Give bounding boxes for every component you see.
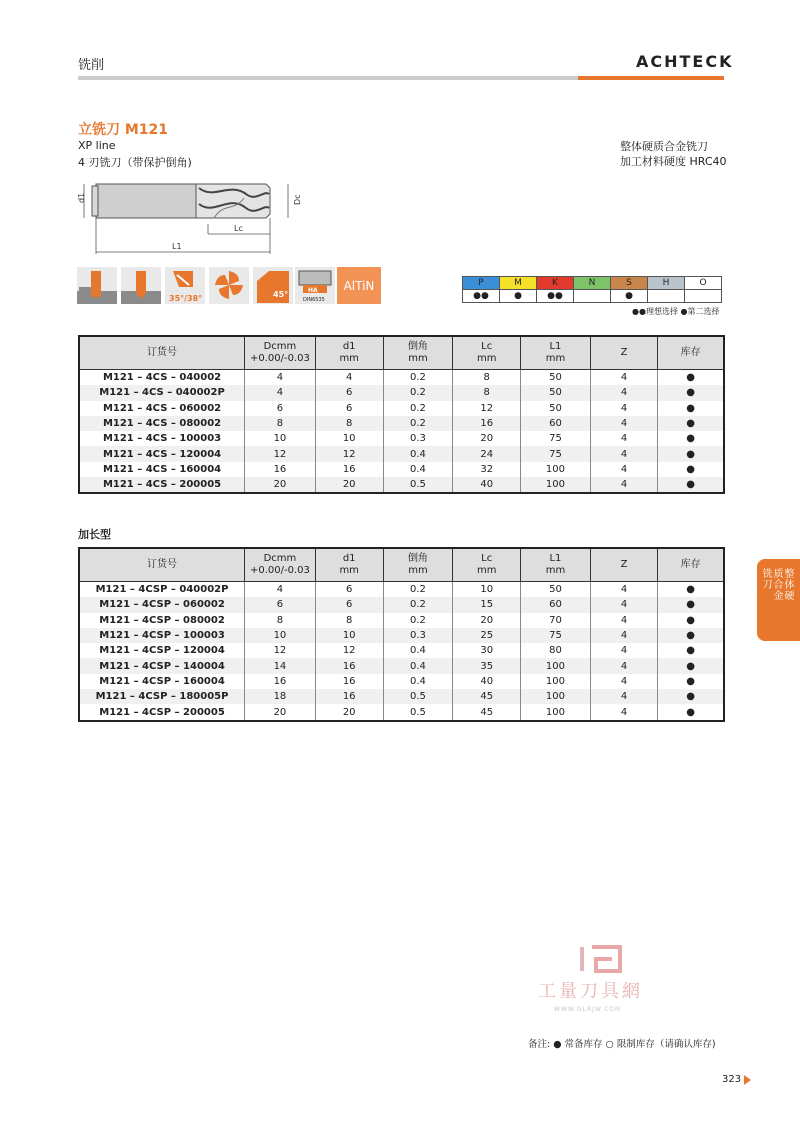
cell-code: M121 – 4CSP – 180005P xyxy=(79,689,245,704)
cell-dc: 8 xyxy=(245,613,316,628)
cell-code: M121 – 4CS – 100003 xyxy=(79,431,245,446)
header-l1-line1: L1 xyxy=(549,341,562,352)
material-rating-s: ● xyxy=(611,290,648,303)
cell-dc: 12 xyxy=(245,643,316,658)
cell-stock: ● xyxy=(658,385,724,400)
cell-lc: 8 xyxy=(453,385,521,400)
cell-lc: 32 xyxy=(453,462,521,477)
cell-d1: 12 xyxy=(315,446,383,461)
header-lc-line2: mm xyxy=(476,353,497,364)
header-dcmm xyxy=(245,548,316,582)
cell-dc: 4 xyxy=(245,582,316,598)
cell-lc: 12 xyxy=(453,401,521,416)
cell-dc: 20 xyxy=(245,704,316,720)
cell-code: M121 – 4CSP – 040002P xyxy=(79,582,245,598)
cell-chamfer: 0.2 xyxy=(383,401,453,416)
header-chamfer-line2: mm xyxy=(408,565,428,576)
cell-lc: 45 xyxy=(453,689,521,704)
cell-l1: 50 xyxy=(521,401,591,416)
cell-code: M121 – 4CSP – 100003 xyxy=(79,628,245,643)
header-d1-line2: mm xyxy=(339,353,359,364)
helix-angle-label: 35°/38° xyxy=(169,294,203,303)
cell-stock: ● xyxy=(658,370,724,386)
cell-lc: 45 xyxy=(453,704,521,720)
table-row xyxy=(79,462,724,477)
material-rating-h xyxy=(648,290,685,303)
table-row xyxy=(79,401,724,416)
shank-icon xyxy=(295,267,335,304)
cell-z: 4 xyxy=(590,689,657,704)
cell-stock: ● xyxy=(658,431,724,446)
cell-l1: 60 xyxy=(521,597,591,612)
cell-chamfer: 0.3 xyxy=(383,431,453,446)
cell-code: M121 – 4CSP – 060002 xyxy=(79,597,245,612)
cell-code: M121 – 4CSP – 080002 xyxy=(79,613,245,628)
header-lc-line1: Lc xyxy=(481,341,493,352)
cell-z: 4 xyxy=(590,416,657,431)
cell-dc: 6 xyxy=(245,401,316,416)
slotting-icon xyxy=(77,267,117,304)
cell-stock: ● xyxy=(658,597,724,612)
header-chamfer xyxy=(383,548,453,582)
product-desc-line1: 整体硬质合金铣刀 xyxy=(620,140,708,153)
header-z: Z xyxy=(590,548,657,582)
cell-stock: ● xyxy=(658,416,724,431)
cell-d1: 8 xyxy=(315,416,383,431)
cell-lc: 8 xyxy=(453,370,521,386)
header-chamfer xyxy=(383,336,453,370)
cell-chamfer: 0.2 xyxy=(383,385,453,400)
material-rating-m: ● xyxy=(500,290,537,303)
cell-z: 4 xyxy=(590,401,657,416)
material-codes-row xyxy=(463,277,722,290)
cell-code: M121 – 4CS – 160004 xyxy=(79,462,245,477)
header-rule-accent xyxy=(578,76,724,80)
cell-dc: 16 xyxy=(245,674,316,689)
cell-code: M121 – 4CS – 060002 xyxy=(79,401,245,416)
extended-table-body xyxy=(79,582,724,721)
cell-chamfer: 0.5 xyxy=(383,704,453,720)
standard-spec-table xyxy=(78,335,725,494)
material-code-h: H xyxy=(648,277,685,290)
header-l1-line2: mm xyxy=(545,565,566,576)
extended-spec-table xyxy=(78,547,725,722)
header-dcmm-line1: Dcmm xyxy=(263,341,297,352)
header-chamfer-line2: mm xyxy=(408,353,428,364)
cell-dc: 16 xyxy=(245,462,316,477)
cell-chamfer: 0.3 xyxy=(383,628,453,643)
cell-l1: 100 xyxy=(521,689,591,704)
cell-chamfer: 0.2 xyxy=(383,613,453,628)
table-row xyxy=(79,704,724,720)
header-l1 xyxy=(521,336,591,370)
cell-z: 4 xyxy=(590,658,657,673)
cell-lc: 16 xyxy=(453,416,521,431)
cell-dc: 10 xyxy=(245,628,316,643)
material-code-m: M xyxy=(500,277,537,290)
material-rating-o xyxy=(685,290,722,303)
cell-chamfer: 0.4 xyxy=(383,462,453,477)
table-row xyxy=(79,370,724,386)
cell-l1: 100 xyxy=(521,674,591,689)
header-code: 订货号 xyxy=(79,336,245,370)
table-row xyxy=(79,416,724,431)
cell-lc: 20 xyxy=(453,613,521,628)
cell-l1: 50 xyxy=(521,370,591,386)
header-rule xyxy=(78,76,578,80)
cell-z: 4 xyxy=(590,477,657,493)
cell-chamfer: 0.5 xyxy=(383,689,453,704)
cell-d1: 4 xyxy=(315,370,383,386)
cell-d1: 16 xyxy=(315,689,383,704)
table-row xyxy=(79,582,724,598)
header-d1-line1: d1 xyxy=(342,341,356,352)
material-rating-n xyxy=(574,290,611,303)
cell-z: 4 xyxy=(590,597,657,612)
header-dcmm-line1: Dcmm xyxy=(263,553,297,564)
header-lc xyxy=(453,548,521,582)
material-legend: ●●理想选择 ●第二选择 xyxy=(632,307,720,316)
table-row xyxy=(79,385,724,400)
page-number: 323 xyxy=(722,1074,742,1085)
cell-l1: 75 xyxy=(521,431,591,446)
cell-stock: ● xyxy=(658,704,724,720)
cell-stock: ● xyxy=(658,658,724,673)
cell-dc: 12 xyxy=(245,446,316,461)
cell-z: 4 xyxy=(590,628,657,643)
product-title: 立铣刀 M121 xyxy=(78,122,169,138)
cell-l1: 60 xyxy=(521,416,591,431)
cell-z: 4 xyxy=(590,704,657,720)
cell-lc: 25 xyxy=(453,628,521,643)
material-code-s: S xyxy=(611,277,648,290)
cell-stock: ● xyxy=(658,582,724,598)
cell-l1: 100 xyxy=(521,658,591,673)
header-code: 订货号 xyxy=(79,548,245,582)
header-d1 xyxy=(315,336,383,370)
shank-standard-label: DIN6535 xyxy=(303,297,325,303)
standard-table-body xyxy=(79,370,724,494)
material-code-n: N xyxy=(574,277,611,290)
lc-label: Lc xyxy=(234,224,243,233)
cell-z: 4 xyxy=(590,674,657,689)
product-desc-line2: 加工材料硬度 HRC40 xyxy=(620,155,727,168)
cell-d1: 6 xyxy=(315,582,383,598)
cell-code: M121 – 4CSP – 120004 xyxy=(79,643,245,658)
header-l1 xyxy=(521,548,591,582)
product-line: XP line xyxy=(78,139,116,152)
cell-lc: 24 xyxy=(453,446,521,461)
cell-chamfer: 0.2 xyxy=(383,416,453,431)
material-rating-k: ●● xyxy=(537,290,574,303)
side-tab-text-2: 质合金 xyxy=(773,569,784,602)
cell-code: M121 – 4CSP – 200005 xyxy=(79,704,245,720)
stock-footnote: 备注: ● 常备库存 ○ 限制库存（请确认库存) xyxy=(528,1039,716,1050)
cell-l1: 100 xyxy=(521,462,591,477)
cell-z: 4 xyxy=(590,643,657,658)
four-flute-icon xyxy=(209,267,249,304)
cell-stock: ● xyxy=(658,689,724,704)
cell-stock: ● xyxy=(658,628,724,643)
cell-chamfer: 0.2 xyxy=(383,597,453,612)
cell-stock: ● xyxy=(658,446,724,461)
cell-d1: 16 xyxy=(315,658,383,673)
cell-d1: 8 xyxy=(315,613,383,628)
cell-chamfer: 0.5 xyxy=(383,477,453,493)
cell-l1: 75 xyxy=(521,628,591,643)
cell-d1: 10 xyxy=(315,431,383,446)
cell-stock: ● xyxy=(658,674,724,689)
cell-dc: 14 xyxy=(245,658,316,673)
table-row xyxy=(79,658,724,673)
cell-stock: ● xyxy=(658,477,724,493)
cell-dc: 6 xyxy=(245,597,316,612)
cell-d1: 16 xyxy=(315,674,383,689)
brand-logo: ACHTECK xyxy=(636,52,734,71)
next-page-arrow-icon[interactable] xyxy=(744,1075,751,1085)
header-lc xyxy=(453,336,521,370)
cell-code: M121 – 4CS – 200005 xyxy=(79,477,245,493)
cell-lc: 30 xyxy=(453,643,521,658)
extended-section-label: 加长型 xyxy=(78,528,111,541)
cell-dc: 4 xyxy=(245,385,316,400)
cell-stock: ● xyxy=(658,613,724,628)
cell-lc: 40 xyxy=(453,477,521,493)
material-code-p: P xyxy=(463,277,500,290)
header-stock: 库存 xyxy=(658,336,724,370)
table-row xyxy=(79,597,724,612)
cell-code: M121 – 4CS – 040002P xyxy=(79,385,245,400)
cell-code: M121 – 4CS – 040002 xyxy=(79,370,245,386)
table-row xyxy=(79,613,724,628)
cell-d1: 16 xyxy=(315,462,383,477)
cell-stock: ● xyxy=(658,462,724,477)
product-variant: 4 刃铣刀（带保护倒角) xyxy=(78,156,192,169)
plunging-icon xyxy=(121,267,161,304)
watermark-url: WWW.GLRJW.COM xyxy=(554,1006,622,1013)
cell-z: 4 xyxy=(590,613,657,628)
material-code-o: O xyxy=(685,277,722,290)
header-lc-line2: mm xyxy=(476,565,497,576)
cell-z: 4 xyxy=(590,431,657,446)
cell-d1: 20 xyxy=(315,704,383,720)
cell-z: 4 xyxy=(590,370,657,386)
material-group-table xyxy=(462,276,722,303)
cell-z: 4 xyxy=(590,582,657,598)
cell-l1: 100 xyxy=(521,477,591,493)
cell-l1: 70 xyxy=(521,613,591,628)
section-title: 铣削 xyxy=(78,58,105,73)
header-lc-line1: Lc xyxy=(481,553,493,564)
cell-stock: ● xyxy=(658,643,724,658)
material-ratings-row xyxy=(463,290,722,303)
table-row xyxy=(79,477,724,493)
cell-code: M121 – 4CSP – 160004 xyxy=(79,674,245,689)
cell-dc: 20 xyxy=(245,477,316,493)
cell-chamfer: 0.2 xyxy=(383,582,453,598)
header-l1-line1: L1 xyxy=(549,553,562,564)
table-row xyxy=(79,689,724,704)
cell-d1: 12 xyxy=(315,643,383,658)
header-l1-line2: mm xyxy=(545,353,566,364)
cell-l1: 50 xyxy=(521,582,591,598)
dc-label: Dc xyxy=(293,194,302,205)
cell-d1: 10 xyxy=(315,628,383,643)
shank-type-label: HA xyxy=(308,287,318,294)
cell-chamfer: 0.4 xyxy=(383,643,453,658)
product-description xyxy=(620,139,727,169)
table-row xyxy=(79,674,724,689)
header-chamfer-line1: 倒角 xyxy=(407,553,428,564)
helix-angle-icon xyxy=(165,267,205,304)
header-z: Z xyxy=(590,336,657,370)
side-chapter-tab[interactable] xyxy=(757,559,800,641)
cell-lc: 20 xyxy=(453,431,521,446)
cell-chamfer: 0.4 xyxy=(383,674,453,689)
side-tab-text-1: 整体硬 xyxy=(784,569,795,602)
header-dcmm xyxy=(245,336,316,370)
cell-chamfer: 0.4 xyxy=(383,446,453,461)
d1-label: d1 xyxy=(77,192,86,203)
cell-dc: 18 xyxy=(245,689,316,704)
cell-stock: ● xyxy=(658,401,724,416)
cell-code: M121 – 4CS – 080002 xyxy=(79,416,245,431)
chamfer-angle-label: 45° xyxy=(273,290,289,299)
material-rating-p: ●● xyxy=(463,290,500,303)
header-stock: 库存 xyxy=(658,548,724,582)
l1-label: L1 xyxy=(172,242,182,251)
cell-d1: 6 xyxy=(315,385,383,400)
table-row xyxy=(79,643,724,658)
cell-z: 4 xyxy=(590,462,657,477)
cell-d1: 6 xyxy=(315,401,383,416)
header-d1-line2: mm xyxy=(339,565,359,576)
header-dcmm-line2: +0.00/-0.03 xyxy=(249,353,310,364)
cell-code: M121 – 4CS – 120004 xyxy=(79,446,245,461)
table-header-row xyxy=(79,548,724,582)
coating-badge: AlTiN xyxy=(337,267,381,304)
cell-l1: 75 xyxy=(521,446,591,461)
cell-d1: 6 xyxy=(315,597,383,612)
table-row xyxy=(79,431,724,446)
chamfer-icon xyxy=(253,267,293,304)
cell-l1: 100 xyxy=(521,704,591,720)
cell-lc: 35 xyxy=(453,658,521,673)
cell-dc: 8 xyxy=(245,416,316,431)
tool-drawing xyxy=(74,172,314,262)
watermark-text: 工量刀具網 xyxy=(538,981,643,1002)
cell-chamfer: 0.4 xyxy=(383,658,453,673)
cell-lc: 15 xyxy=(453,597,521,612)
header-d1 xyxy=(315,548,383,582)
header-dcmm-line2: +0.00/-0.03 xyxy=(249,565,310,576)
cell-z: 4 xyxy=(590,446,657,461)
cell-chamfer: 0.2 xyxy=(383,370,453,386)
cell-lc: 10 xyxy=(453,582,521,598)
material-code-k: K xyxy=(537,277,574,290)
cell-d1: 20 xyxy=(315,477,383,493)
side-tab-text-3: 铣刀 xyxy=(762,569,773,591)
cell-l1: 50 xyxy=(521,385,591,400)
header-d1-line1: d1 xyxy=(342,553,356,564)
cell-dc: 10 xyxy=(245,431,316,446)
table-row xyxy=(79,628,724,643)
header-chamfer-line1: 倒角 xyxy=(407,341,428,352)
cell-dc: 4 xyxy=(245,370,316,386)
watermark-logo xyxy=(530,945,680,1015)
table-header-row xyxy=(79,336,724,370)
cell-code: M121 – 4CSP – 140004 xyxy=(79,658,245,673)
table-row xyxy=(79,446,724,461)
cell-lc: 40 xyxy=(453,674,521,689)
cell-z: 4 xyxy=(590,385,657,400)
cell-l1: 80 xyxy=(521,643,591,658)
